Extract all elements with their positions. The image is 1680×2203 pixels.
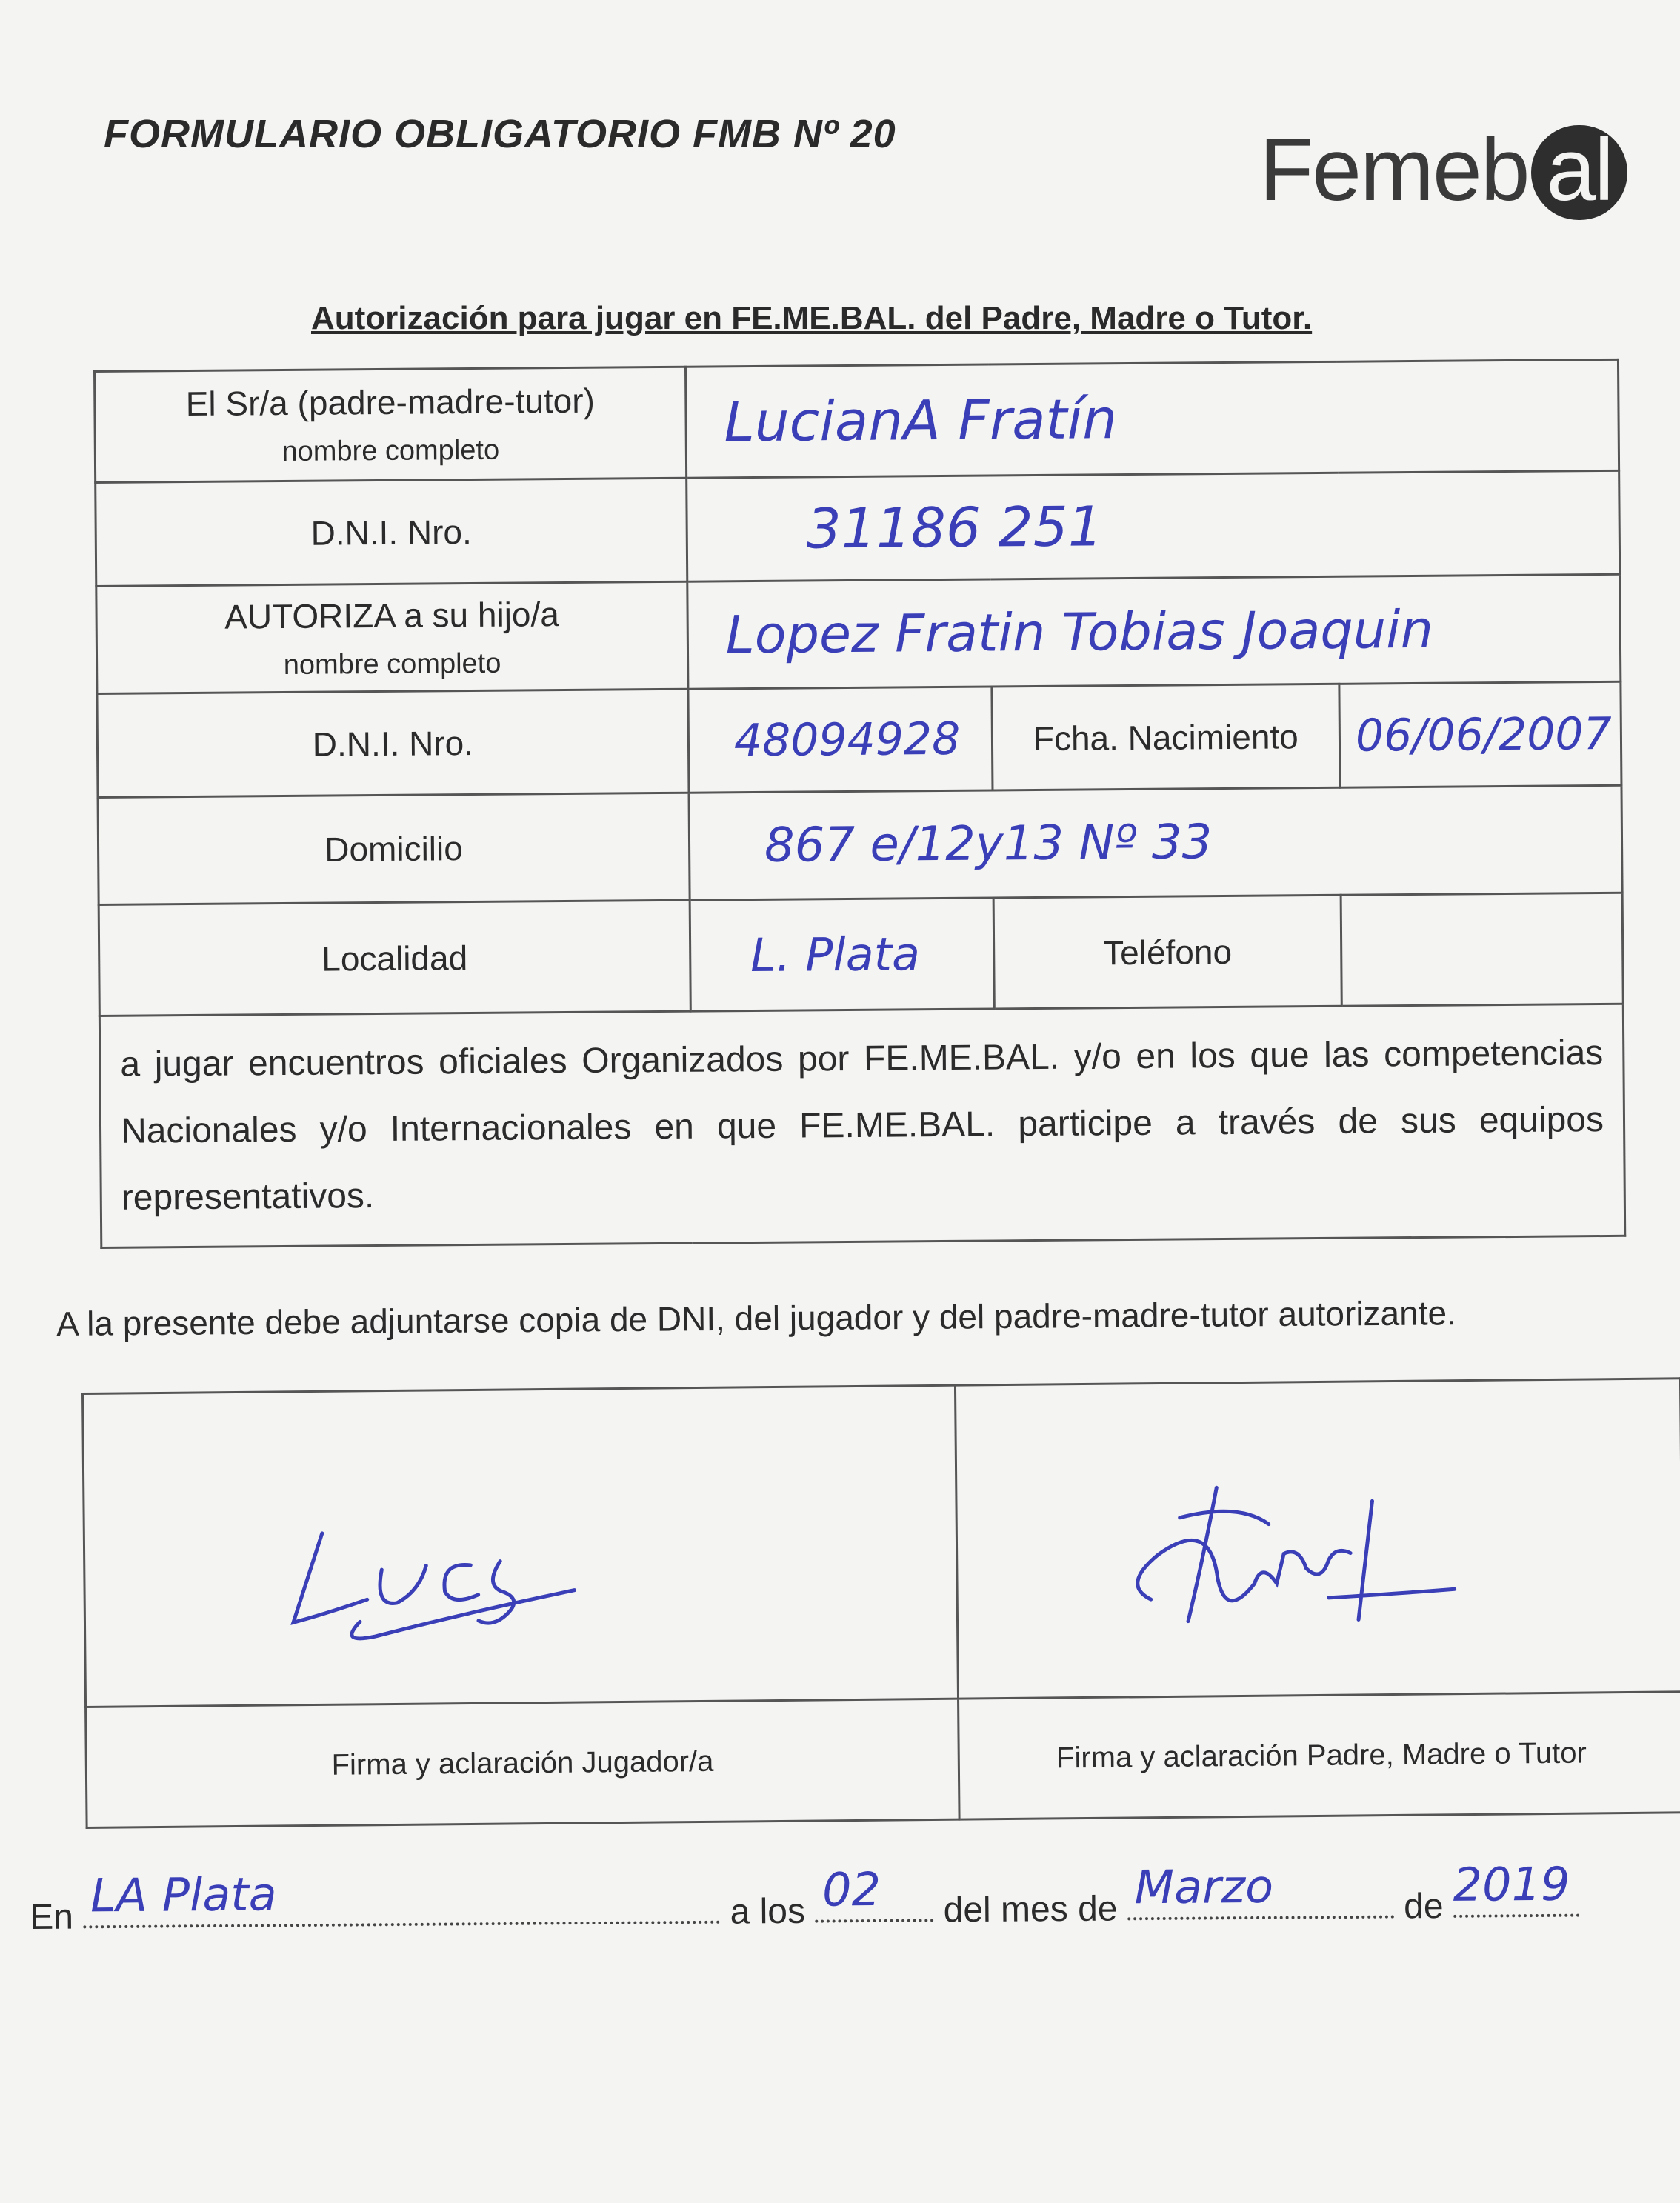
parent-dni-value: 31186 251 — [806, 494, 1104, 561]
child-name-cell[interactable] — [687, 574, 1621, 689]
player-signature-label: Firma y aclaración Jugador/a — [86, 1699, 960, 1827]
child-dni-label: D.N.I. Nro. — [97, 689, 689, 797]
city-cell[interactable] — [690, 898, 994, 1011]
femebal-logo — [1259, 119, 1627, 221]
form-id: FORMULARIO OBLIGATORIO FMB Nº 20 — [104, 112, 896, 156]
place-value: LA Plata — [90, 1867, 277, 1923]
address-label: Domicilio — [98, 793, 690, 904]
del-mes-label: del mes de — [943, 1889, 1118, 1930]
birth-date-value: 06/06/2007 — [1355, 707, 1613, 762]
en-label: En — [30, 1897, 74, 1937]
parent-name-value: LucianA Fratín — [724, 387, 1118, 454]
child-sublabel: nombre completo — [283, 647, 501, 681]
parent-signature-box[interactable] — [956, 1379, 1680, 1699]
parent-signature — [1105, 1470, 1462, 1652]
attachment-note: A la presente debe adjuntarse copia de DNI, del jugador y del padre-madre-tutor autorizante. — [56, 1293, 1457, 1343]
parent-signature-label: Firma y aclaración Padre, Madre o Tutor — [959, 1692, 1680, 1819]
child-name-value: Lopez Fratin Tobias Joaquin — [725, 599, 1434, 666]
player-signature-box[interactable] — [83, 1385, 959, 1707]
day-value: 02 — [821, 1862, 881, 1917]
month-value: Marzo — [1134, 1859, 1274, 1915]
parent-name-label-cell — [95, 367, 687, 482]
address-cell[interactable] — [689, 785, 1622, 900]
form-title: Autorización para jugar en FE.ME.BAL. del Padre, Madre o Tutor. — [311, 300, 1313, 336]
city-value: L. Plata — [750, 927, 921, 983]
city-label: Localidad — [99, 900, 690, 1016]
phone-cell[interactable] — [1341, 893, 1623, 1006]
parent-label: El Sr/a (padre-madre-tutor) — [185, 381, 596, 424]
player-signature — [278, 1508, 590, 1659]
address-value: 867 e/12y13 Nº 33 — [764, 815, 1213, 873]
logo-pill: al — [1531, 125, 1627, 220]
a-los-label: a los — [730, 1891, 806, 1932]
signature-table — [81, 1377, 1680, 1829]
logo-text: Femeb — [1259, 120, 1529, 219]
birth-date-cell[interactable] — [1339, 681, 1621, 787]
parent-dni-label: D.N.I. Nro. — [96, 478, 687, 586]
parent-name-cell[interactable] — [685, 359, 1619, 478]
month-field[interactable] — [1127, 1859, 1394, 1921]
authorization-table — [93, 359, 1626, 1249]
child-dni-value: 48094928 — [733, 713, 961, 767]
child-dni-cell[interactable] — [688, 687, 993, 793]
authorization-text: a jugar encuentros oficiales Organizados por FE.ME.BAL. y/o en los que las competencias Nacionales y/o Internacionales en que FE.ME.BAL. participe a través de sus equipos representativos. — [99, 1004, 1624, 1247]
child-label: AUTORIZA a su hijo/a — [224, 594, 560, 636]
year-value: 2019 — [1453, 1856, 1570, 1912]
parent-dni-cell[interactable] — [687, 470, 1620, 581]
day-field[interactable] — [815, 1862, 933, 1922]
date-place-line — [30, 1856, 1579, 1938]
parent-sublabel: nombre completo — [281, 434, 500, 468]
de-label: de — [1403, 1887, 1444, 1927]
place-field[interactable] — [83, 1867, 720, 1929]
phone-label: Teléfono — [993, 895, 1341, 1009]
year-field[interactable] — [1453, 1856, 1579, 1918]
child-name-label-cell — [96, 581, 688, 693]
birth-date-label: Fcha. Nacimiento — [992, 684, 1340, 790]
